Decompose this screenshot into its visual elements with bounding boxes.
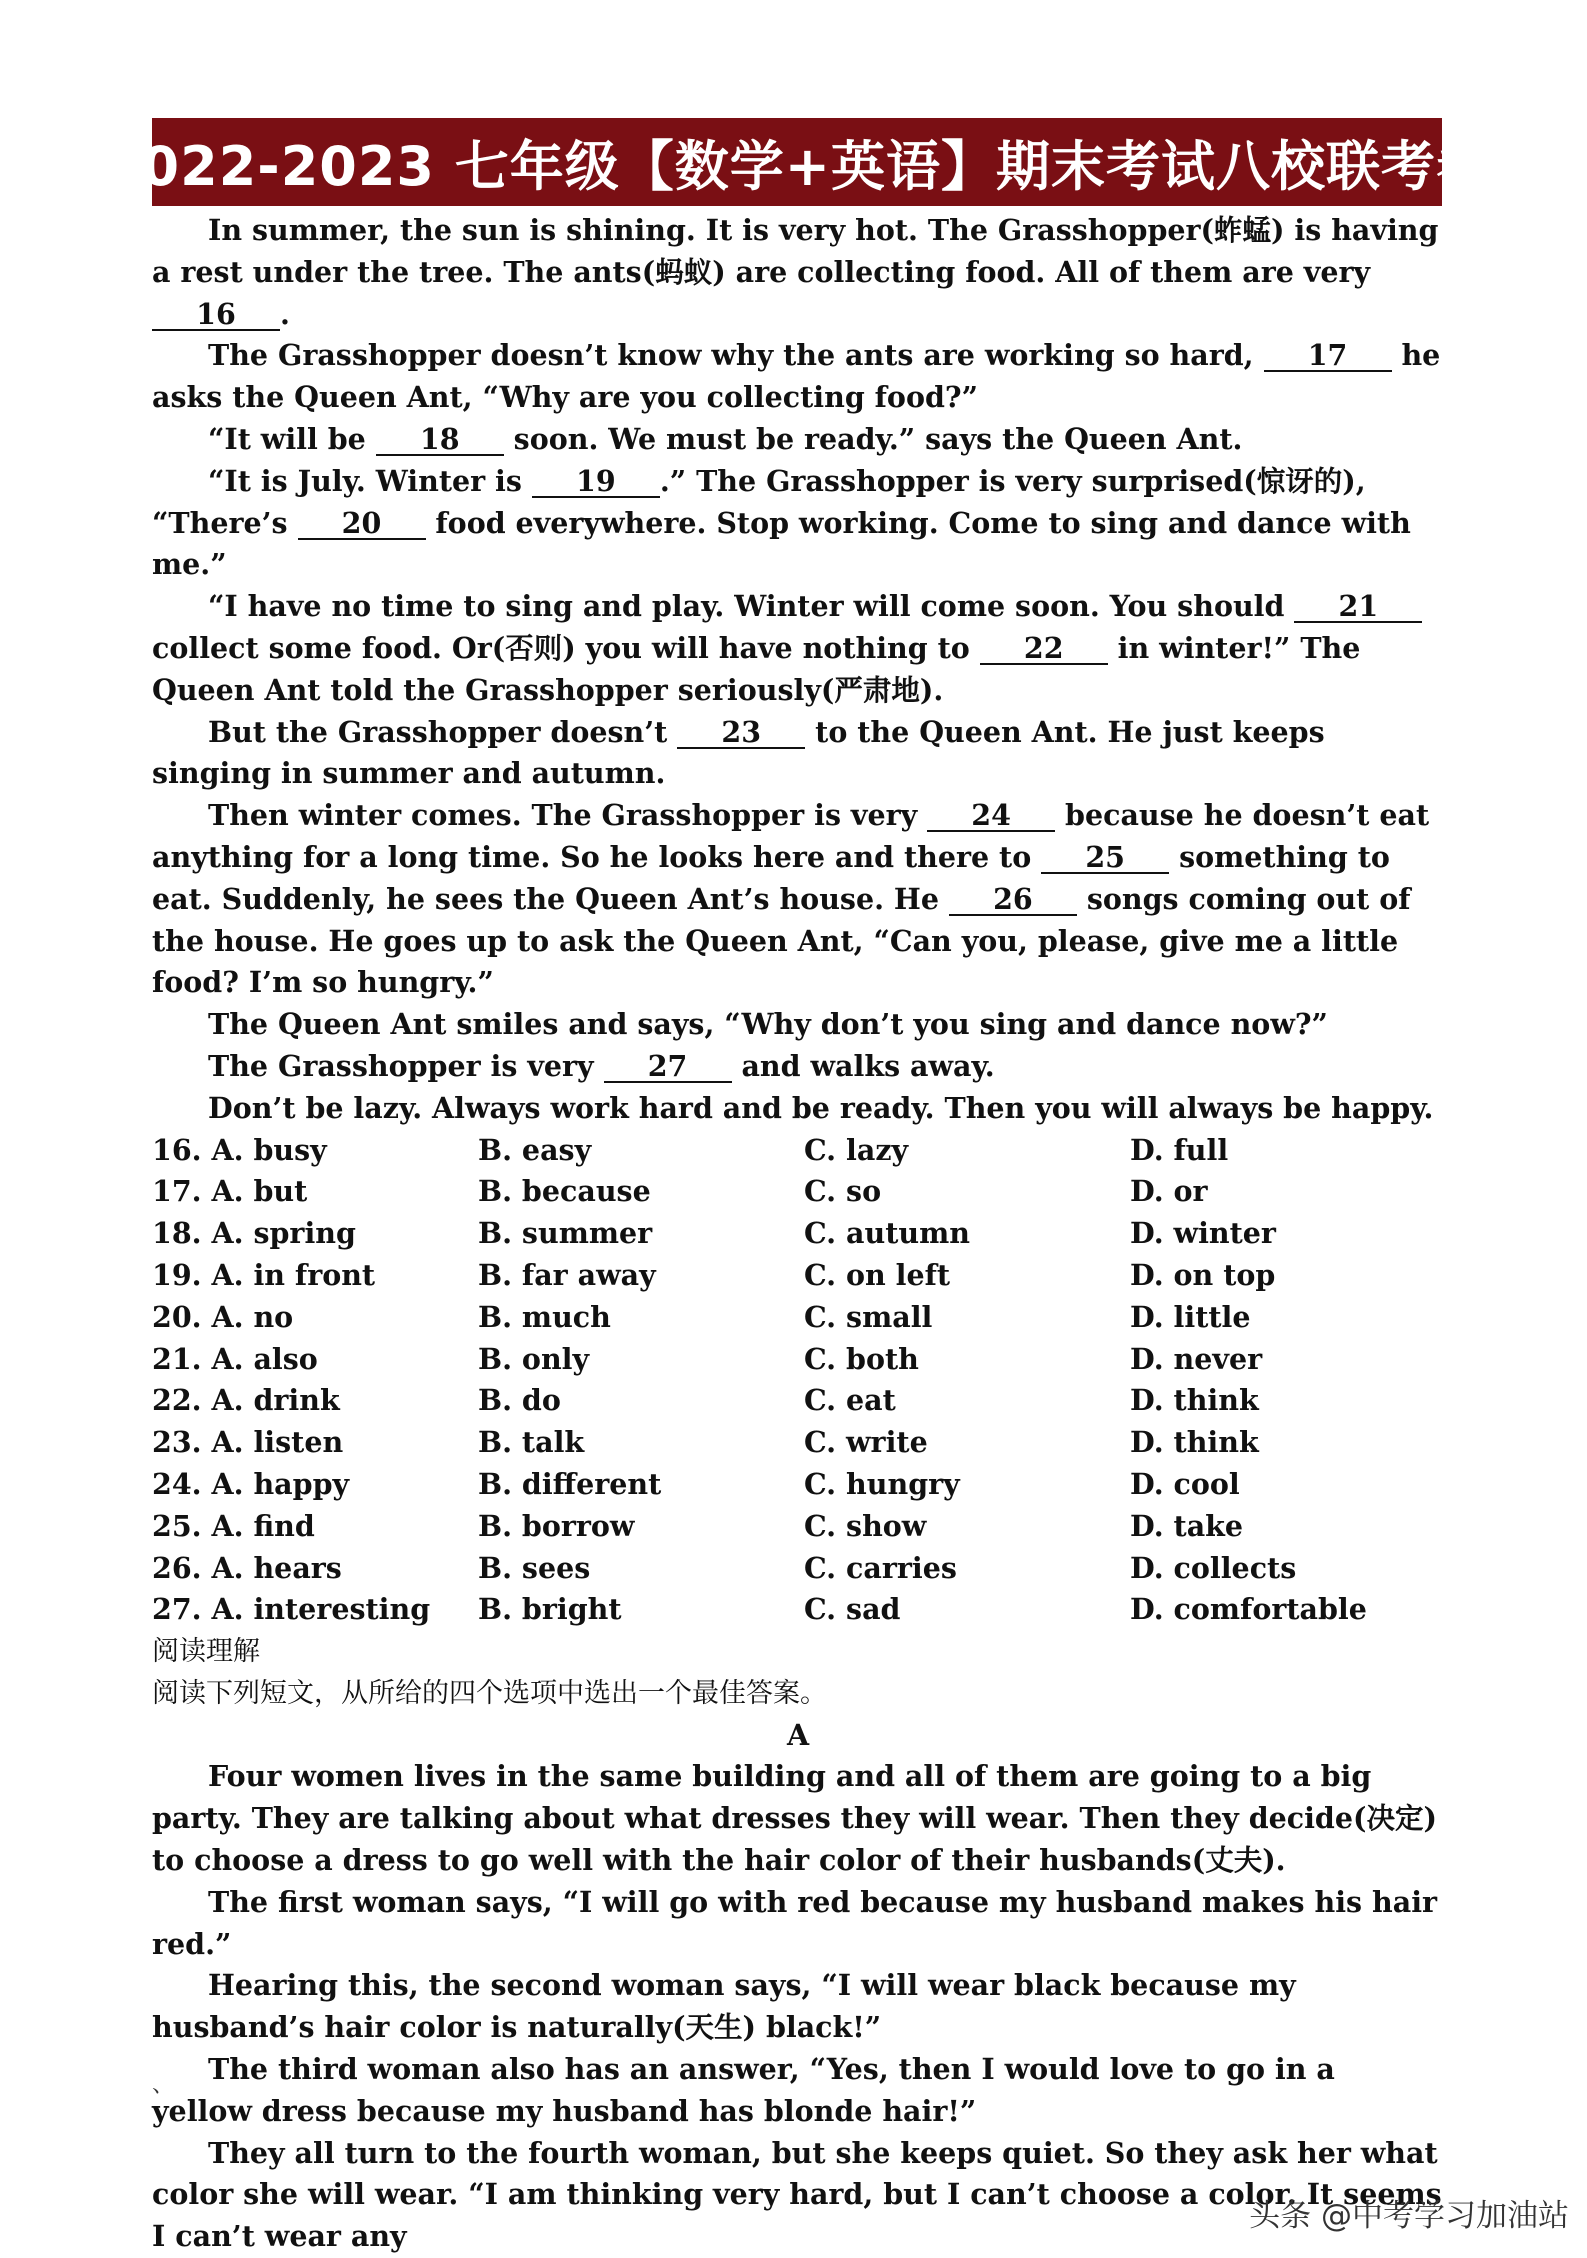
option: C. eat [804, 1383, 896, 1418]
paragraph: The Grasshopper is very 27 and walks away. [208, 1048, 995, 1083]
option: D. cool [1130, 1466, 1240, 1501]
paragraph: The third woman also has an answer, “Yes, then I would love to go in a yellow dress because my husband has blonde hair!” [152, 2052, 1335, 2128]
option: D. little [1130, 1299, 1251, 1334]
option: C. on left [804, 1257, 951, 1292]
section-instruction: 阅读下列短文，从所给的四个选项中选出一个最佳答案。 [152, 1677, 827, 1709]
option: C. both [804, 1341, 919, 1376]
paragraph: But the Grasshopper doesn’t 23 to the Queen Ant. He just keeps singing in summer and autumn. [152, 714, 1325, 791]
option: B. because [478, 1174, 651, 1209]
option: D. think [1130, 1383, 1259, 1418]
paragraph: The first woman says, “I will go with red because my husband makes his hair red.” [152, 1884, 1438, 1961]
option: C. lazy [804, 1132, 909, 1167]
option: B. different [478, 1466, 662, 1501]
option: C. carries [804, 1550, 957, 1585]
option: B. do [478, 1383, 561, 1418]
option: C. write [804, 1425, 928, 1460]
option: 16. A. busy [152, 1132, 327, 1167]
blank-18: 18 [376, 424, 504, 456]
blank-21: 21 [1294, 591, 1422, 623]
option: D. full [1130, 1132, 1229, 1167]
blank-19: 19 [532, 466, 660, 498]
option: 26. A. hears [152, 1550, 342, 1585]
footer-mark: 、 [152, 2073, 175, 2098]
option: B. summer [478, 1216, 653, 1251]
paragraph: “It is July. Winter is 19 .” The Grasshopper is very surprised(惊讶的), “There’s 20 food everywhere. Stop working. Come to sing and dance with me.” [152, 463, 1411, 582]
option: 22. A. drink [152, 1383, 340, 1418]
paragraph: The Queen Ant smiles and says, “Why don’t you sing and dance now?” [208, 1007, 1328, 1042]
option: D. on top [1130, 1257, 1276, 1292]
blank-20: 20 [298, 508, 426, 540]
option: D. never [1130, 1341, 1263, 1376]
paragraph: They all turn to the fourth woman, but she keeps quiet. So they ask her what color she will wear. “I am thinking very hard, but I can’t choose a color. It seems I can’t wear any [152, 2135, 1442, 2254]
blank-16: 16 [152, 299, 280, 331]
option: 25. A. find [152, 1508, 315, 1543]
blank-24: 24 [927, 800, 1055, 832]
paragraph: Four women lives in the same building and all of them are going to a big party. They are talking about what dresses they will wear. Then they decide(决定) to choose a dress to go well with the hair color of their husbands(丈夫). [152, 1759, 1437, 1878]
option: C. sad [804, 1592, 901, 1627]
paragraph: “It will be 18 soon. We must be ready.” says the Queen Ant. [208, 421, 1243, 456]
option: 18. A. spring [152, 1216, 356, 1251]
paragraph: Then winter comes. The Grasshopper is very 24 because he doesn’t eat anything for a long time. So he looks here and there to 25 something to eat. Suddenly, he sees the Queen Ant’s house. He 26 songs coming out of the house. He goes up to ask the Queen Ant, “Can you, please, give me a little food? I’m so hungry.” [152, 798, 1430, 1000]
option: C. autumn [804, 1216, 970, 1251]
passage-letter: A [786, 1717, 810, 1752]
blank-26: 26 [949, 884, 1077, 916]
blank-22: 22 [980, 633, 1108, 665]
blank-27: 27 [604, 1051, 732, 1083]
options-grid [152, 1130, 1444, 1632]
option: D. winter [1130, 1216, 1276, 1251]
watermark: 头条 @中考学习加油站 [1249, 2198, 1569, 2234]
option: D. take [1130, 1508, 1244, 1543]
option: D. think [1130, 1425, 1259, 1460]
option: 20. A. no [152, 1299, 294, 1334]
document-body [152, 210, 1444, 2258]
paragraph: Don’t be lazy. Always work hard and be ready. Then you will always be happy. [208, 1090, 1434, 1125]
option: D. comfortable [1130, 1592, 1367, 1627]
blank-25: 25 [1041, 842, 1169, 874]
section-heading: 阅读理解 [152, 1636, 260, 1668]
blank-23: 23 [677, 717, 805, 749]
title-banner [102, 118, 1492, 206]
option: C. small [804, 1299, 933, 1334]
page-title: 2022-2023 七年级【数学+英语】期末考试八校联考卷 [102, 134, 1492, 198]
paragraph: Hearing this, the second woman says, “I will wear black because my husband’s hair color is naturally(天生) black!” [152, 1968, 1296, 2045]
option: C. hungry [804, 1466, 960, 1501]
option: 24. A. happy [152, 1466, 350, 1501]
option: B. borrow [478, 1508, 635, 1543]
option: B. talk [478, 1425, 585, 1460]
option: C. show [804, 1508, 927, 1543]
blank-17: 17 [1264, 340, 1392, 372]
option: D. collects [1130, 1550, 1297, 1585]
option: C. so [804, 1174, 882, 1209]
paragraph: “I have no time to sing and play. Winter will come soon. You should 21 collect some food. Or(否则) you will have nothing to 22 in winter!” The Queen Ant told the Grasshopper seriously(严肃地). [152, 586, 1444, 711]
option: 19. A. in front [152, 1257, 376, 1292]
option: 23. A. listen [152, 1425, 344, 1460]
option: B. much [478, 1299, 611, 1334]
option: D. or [1130, 1174, 1208, 1209]
option: 17. A. but [152, 1174, 308, 1209]
option: B. bright [478, 1592, 622, 1627]
paragraph: In summer, the sun is shining. It is very hot. The Grasshopper(蚱蜢) is having a rest under the tree. The ants(蚂蚁) are collecting food. All of them are very 16 . [152, 213, 1439, 331]
option: 21. A. also [152, 1341, 318, 1376]
option: B. only [478, 1341, 590, 1376]
paragraph: The Grasshopper doesn’t know why the ants are working so hard, 17 he asks the Queen Ant, “Why are you collecting food?” [152, 338, 1441, 415]
option: B. sees [478, 1550, 591, 1585]
option: 27. A. interesting [152, 1592, 431, 1627]
option: B. easy [478, 1132, 592, 1167]
option: B. far away [478, 1257, 656, 1292]
